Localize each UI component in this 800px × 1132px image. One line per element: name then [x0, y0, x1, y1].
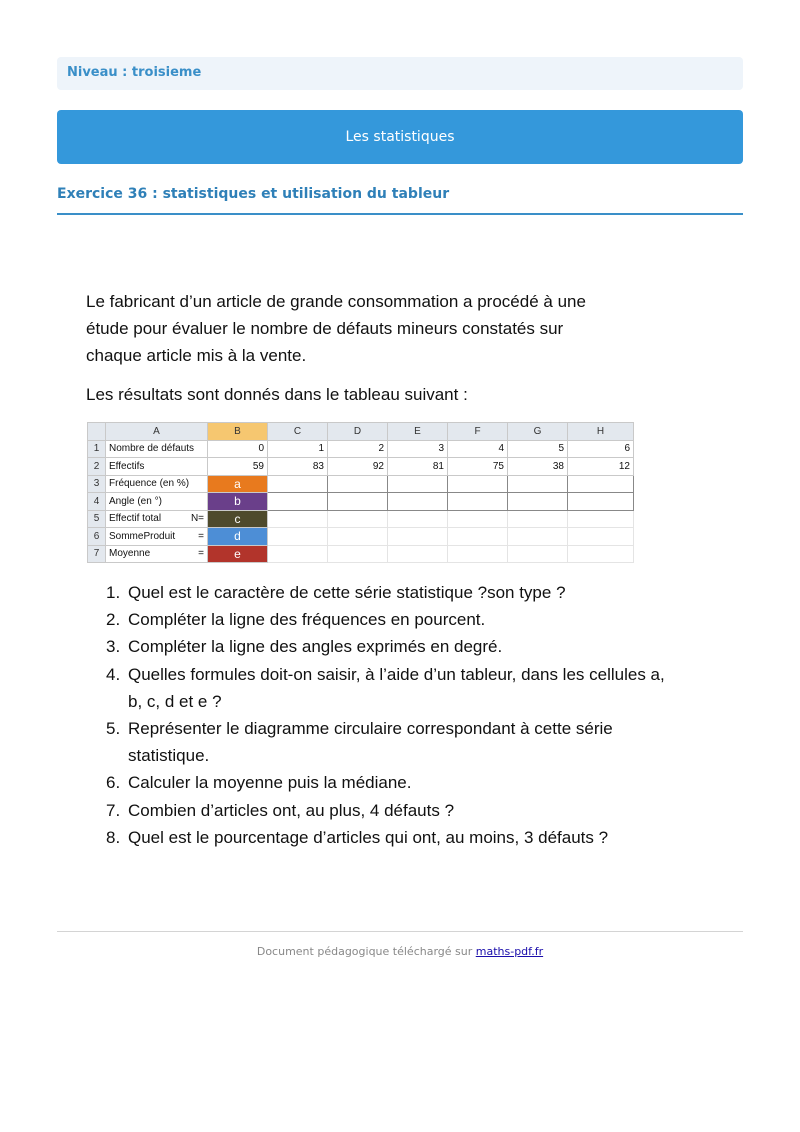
empty-cell [508, 493, 568, 511]
table-cell: 92 [328, 458, 388, 476]
empty-cell [328, 475, 388, 493]
column-header: G [508, 423, 568, 441]
row-number: 4 [88, 493, 106, 511]
row-number: 7 [88, 545, 106, 563]
intro-line: Le fabricant d’un article de grande consommation a procédé à une [86, 292, 586, 311]
empty-cell [328, 493, 388, 511]
footer [57, 945, 743, 958]
column-header: C [268, 423, 328, 441]
row-label-suffix: = [198, 530, 204, 542]
intro-line: chaque article mis à la vente. [86, 346, 307, 365]
empty-cell [388, 475, 448, 493]
question-text: Compléter la ligne des angles exprimés en degré. [128, 637, 503, 657]
empty-cell [568, 493, 634, 511]
empty-cell [568, 528, 634, 546]
empty-cell [388, 545, 448, 563]
row-label: Nombre de défauts [106, 440, 208, 458]
empty-cell [508, 528, 568, 546]
empty-cell [568, 545, 634, 563]
empty-cell [268, 475, 328, 493]
question-number: 7. [106, 800, 121, 820]
table-cell: 81 [388, 458, 448, 476]
list-item [106, 579, 666, 606]
question-text: Quelles formules doit-on saisir, à l’aide d’un tableur, dans les cellules a, b, c, d et e ? [128, 664, 665, 711]
intro-table-caption: Les résultats sont donnés dans le tableau suivant : [86, 385, 468, 404]
empty-cell [448, 475, 508, 493]
column-header: A [106, 423, 208, 441]
cell-a: a [208, 475, 268, 493]
empty-cell [568, 510, 634, 528]
column-header: B [208, 423, 268, 441]
empty-cell [448, 510, 508, 528]
row-label [106, 545, 208, 563]
question-number: 2. [106, 610, 121, 630]
row-label-text: Moyenne [109, 548, 151, 560]
question-text: Représenter le diagramme circulaire correspondant à cette série statistique. [128, 719, 613, 766]
row-number: 5 [88, 510, 106, 528]
corner-cell [88, 423, 106, 441]
empty-cell [448, 493, 508, 511]
footer-text: Document pédagogique téléchargé sur [256, 945, 476, 958]
table-cell: 4 [448, 440, 508, 458]
column-header-row [88, 423, 634, 441]
list-item [106, 661, 666, 715]
table-cell: 59 [208, 458, 268, 476]
question-list [106, 579, 666, 851]
table-row [88, 475, 634, 493]
table-row [88, 440, 634, 458]
exercise-title: Exercice 36 : statistiques et utilisation du tableur [57, 186, 743, 215]
column-header: F [448, 423, 508, 441]
question-number: 8. [106, 827, 121, 847]
table-row [88, 493, 634, 511]
row-label [106, 510, 208, 528]
empty-cell [268, 528, 328, 546]
empty-cell [268, 510, 328, 528]
table-cell: 75 [448, 458, 508, 476]
exercise-intro [86, 288, 686, 408]
column-header: H [568, 423, 634, 441]
table-row [88, 510, 634, 528]
level-label: Niveau : troisieme [57, 57, 743, 90]
list-item [106, 633, 666, 660]
question-text: Calculer la moyenne puis la médiane. [128, 773, 412, 793]
row-label: Effectifs [106, 458, 208, 476]
list-item [106, 797, 666, 824]
row-label: Fréquence (en %) [106, 475, 208, 493]
question-text: Compléter la ligne des fréquences en pourcent. [128, 610, 486, 630]
table-cell: 38 [508, 458, 568, 476]
empty-cell [388, 493, 448, 511]
table-cell: 0 [208, 440, 268, 458]
table-cell: 1 [268, 440, 328, 458]
empty-cell [508, 545, 568, 563]
question-text: Combien d’articles ont, au plus, 4 défauts ? [128, 800, 455, 820]
table-cell: 3 [388, 440, 448, 458]
question-text: Quel est le pourcentage d’articles qui ont, au moins, 3 défauts ? [128, 827, 609, 847]
empty-cell [268, 545, 328, 563]
column-header: E [388, 423, 448, 441]
question-number: 4. [106, 664, 121, 684]
row-number: 2 [88, 458, 106, 476]
empty-cell [568, 475, 634, 493]
row-number: 1 [88, 440, 106, 458]
question-number: 3. [106, 637, 121, 657]
spreadsheet-table [87, 422, 634, 563]
question-number: 1. [106, 583, 121, 602]
table-row [88, 528, 634, 546]
empty-cell [328, 528, 388, 546]
row-number: 3 [88, 475, 106, 493]
empty-cell [328, 545, 388, 563]
row-number: 6 [88, 528, 106, 546]
table-row [88, 545, 634, 563]
table-cell: 6 [568, 440, 634, 458]
row-label-text: SommeProduit [109, 530, 176, 542]
question-number: 6. [106, 773, 121, 793]
empty-cell [448, 528, 508, 546]
column-header: D [328, 423, 388, 441]
table-cell: 83 [268, 458, 328, 476]
table-cell: 2 [328, 440, 388, 458]
empty-cell [268, 493, 328, 511]
empty-cell [448, 545, 508, 563]
row-label-suffix: N= [190, 513, 204, 525]
list-item [106, 769, 666, 796]
question-number: 5. [106, 719, 121, 739]
row-label: Angle (en °) [106, 493, 208, 511]
cell-c: c [208, 510, 268, 528]
list-item [106, 715, 666, 769]
cell-d: d [208, 528, 268, 546]
row-label-suffix: = [198, 548, 204, 560]
empty-cell [388, 528, 448, 546]
list-item [106, 824, 666, 851]
row-label [106, 528, 208, 546]
footer-divider [57, 931, 743, 932]
empty-cell [388, 510, 448, 528]
list-item [106, 606, 666, 633]
table-row [88, 458, 634, 476]
intro-line: étude pour évaluer le nombre de défauts mineurs constatés sur [86, 319, 564, 338]
table-cell: 12 [568, 458, 634, 476]
cell-e: e [208, 545, 268, 563]
row-label-text: Effectif total [109, 513, 162, 525]
empty-cell [508, 475, 568, 493]
table-cell: 5 [508, 440, 568, 458]
footer-link[interactable]: maths-pdf.fr [475, 945, 544, 958]
question-text: Quel est le caractère de cette série statistique ?son type ? [128, 583, 566, 602]
cell-b: b [208, 493, 268, 511]
empty-cell [508, 510, 568, 528]
empty-cell [328, 510, 388, 528]
page-title: Les statistiques [57, 110, 743, 164]
